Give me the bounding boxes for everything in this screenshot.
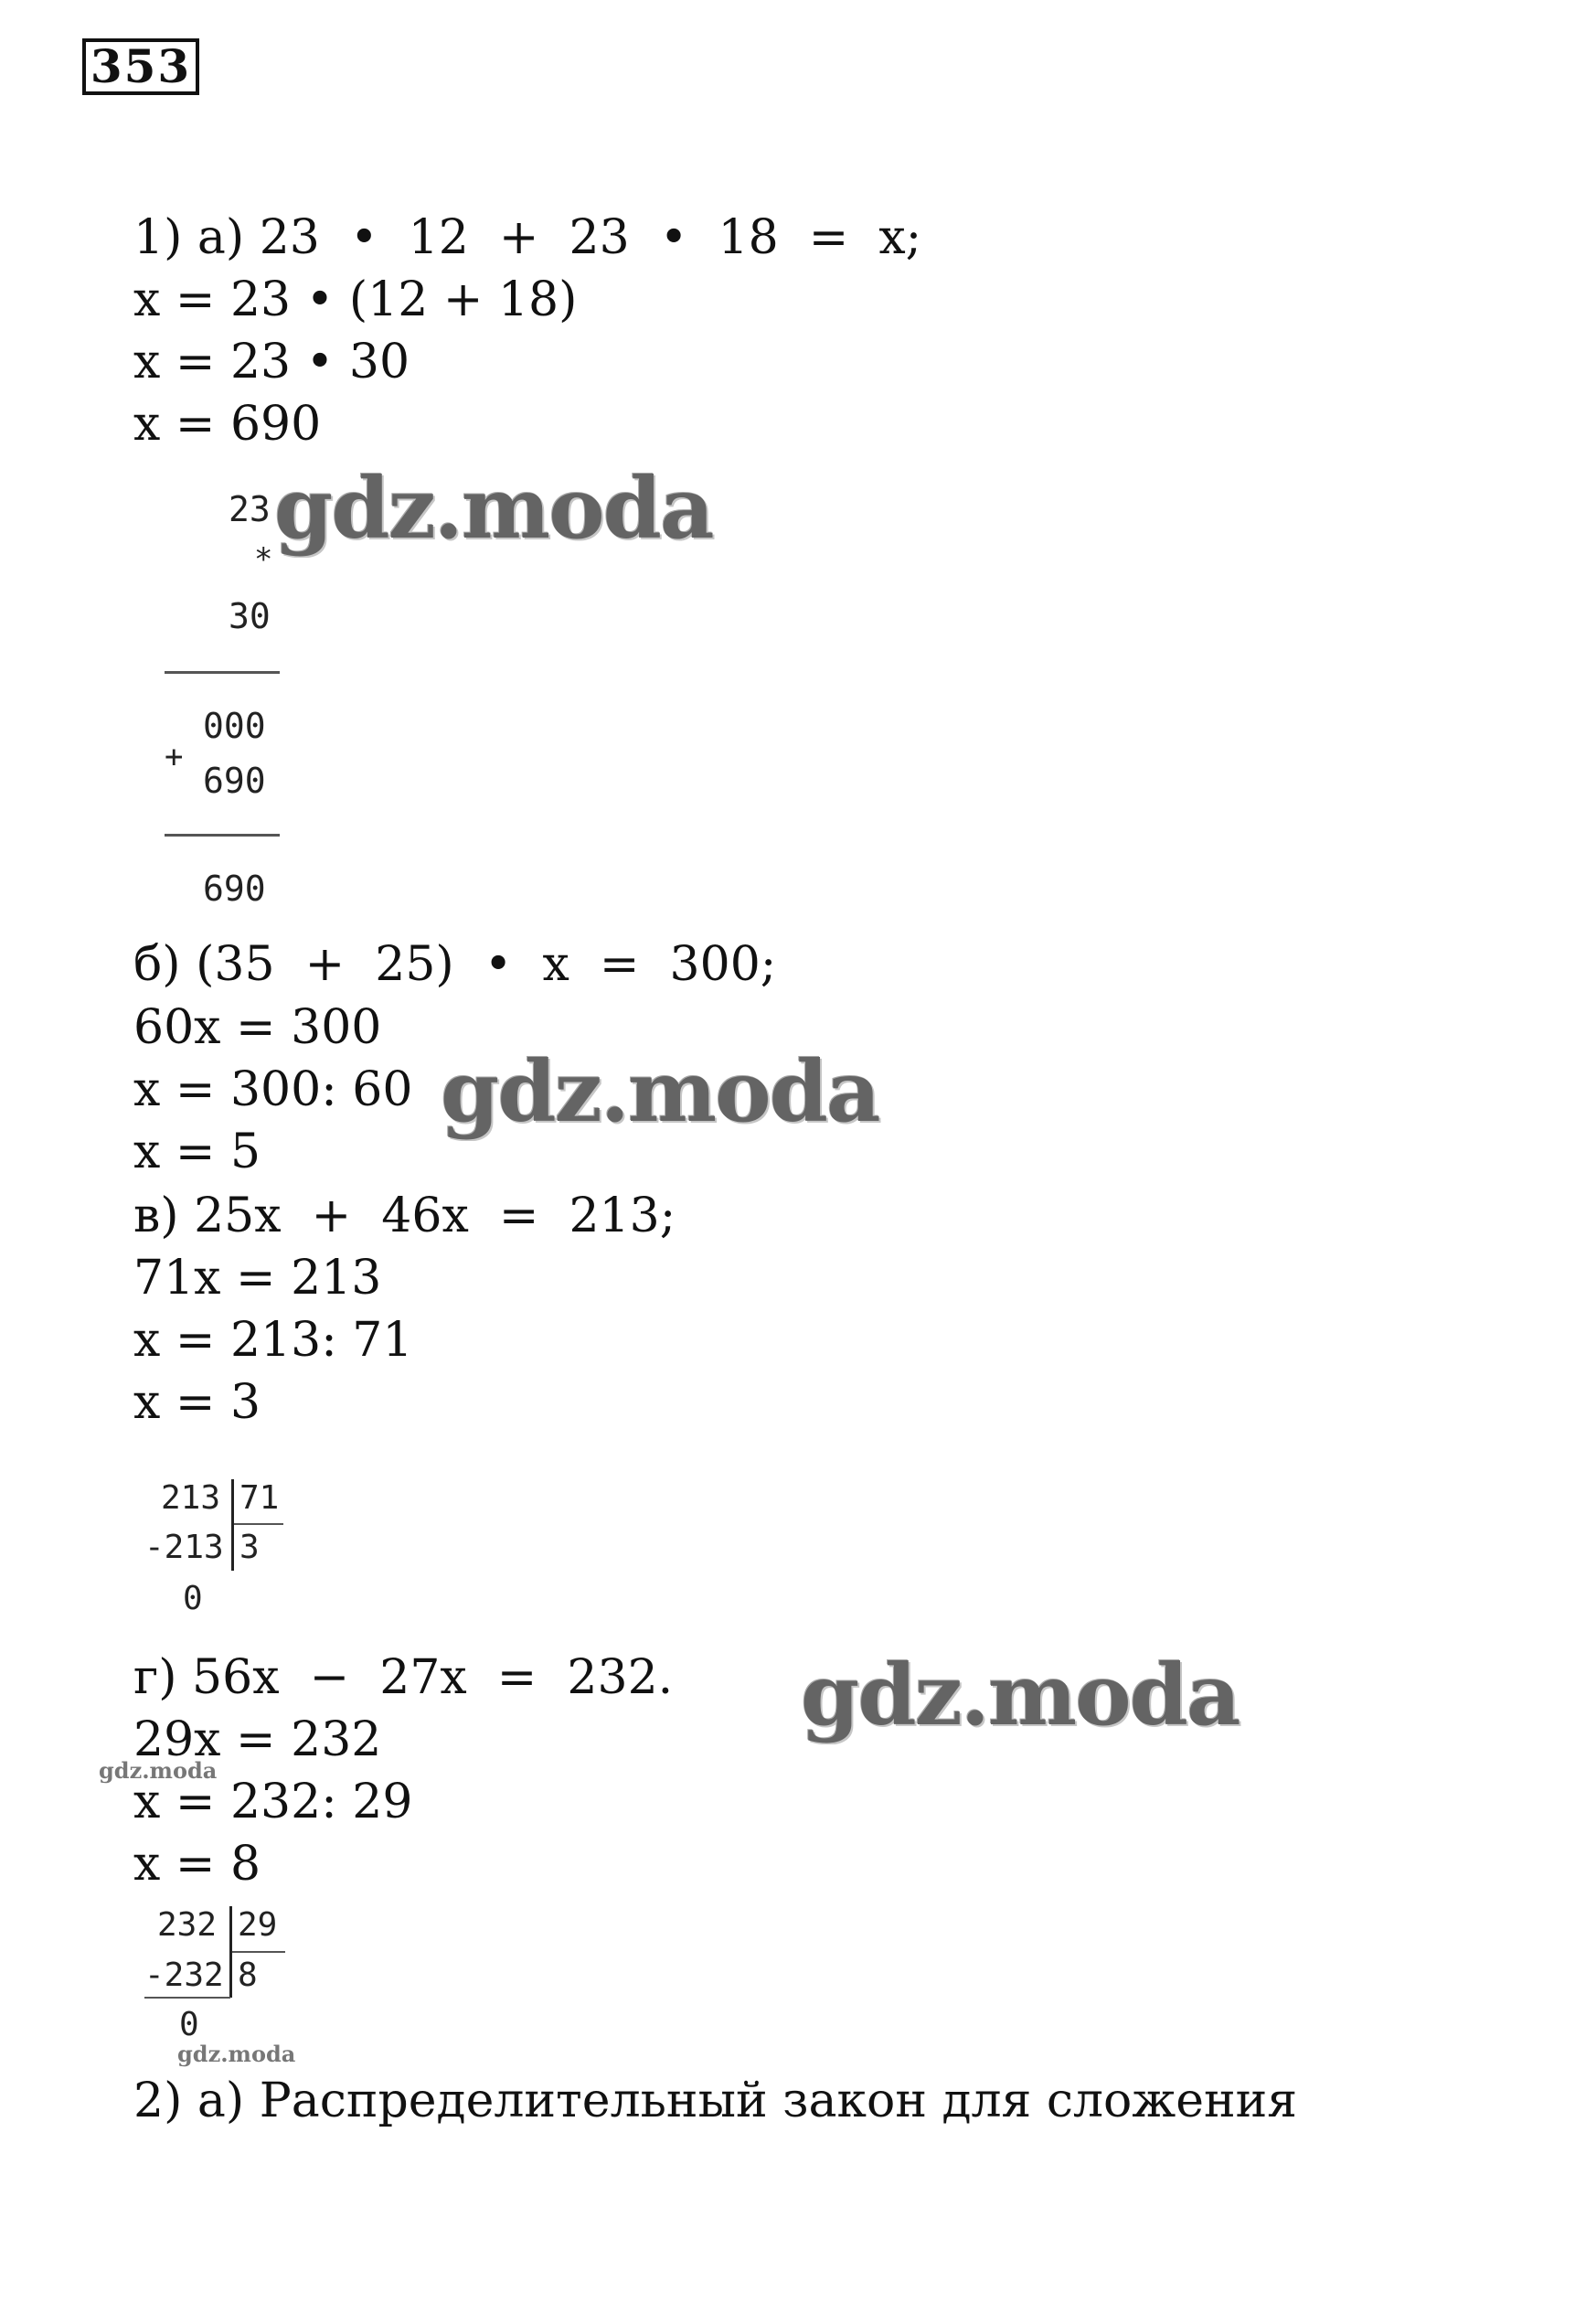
mult-factor-2: 30 bbox=[229, 596, 271, 636]
step-1b-1: 60x = 300 bbox=[133, 1000, 382, 1055]
part-2a-text: 2) а) Распределительный закон для сложения bbox=[133, 2074, 1298, 2128]
div1-quotient: 3 bbox=[239, 1529, 260, 1566]
mult-factor-1: 23 bbox=[229, 489, 271, 529]
step-1a-2: x = 23 • 30 bbox=[133, 335, 410, 389]
mult-partial-2: 690 bbox=[203, 761, 266, 801]
step-1b-3: x = 5 bbox=[133, 1125, 261, 1179]
eq-1v: в) 25x + 46x = 213; bbox=[133, 1189, 676, 1243]
watermark-small-2: gdz.moda bbox=[177, 2041, 296, 2067]
problem-number: 353 bbox=[82, 38, 199, 95]
step-1g-2: x = 232: 29 bbox=[133, 1775, 413, 1829]
mult-plus-sign: + bbox=[165, 739, 184, 775]
div2-dividend: 232 bbox=[157, 1906, 218, 1944]
div2-quotient: 8 bbox=[238, 1956, 258, 1994]
div1-bar bbox=[231, 1479, 234, 1571]
step-1b-2: x = 300: 60 bbox=[133, 1062, 413, 1117]
eq-1a: 1) а) 23 • 12 + 23 • 18 = x; bbox=[133, 210, 922, 265]
mult-sign: * bbox=[254, 541, 273, 578]
mult-rule-1 bbox=[165, 671, 280, 674]
step-1g-3: x = 8 bbox=[133, 1837, 261, 1892]
div1-remainder: 0 bbox=[183, 1580, 203, 1617]
step-1v-2: x = 213: 71 bbox=[133, 1313, 413, 1368]
watermark-2: gdz.moda bbox=[441, 1042, 879, 1141]
div1-divisor-rule bbox=[234, 1523, 283, 1525]
eq-1g: г) 56x − 27x = 232. bbox=[133, 1650, 674, 1705]
eq-1b: б) (35 + 25) • x = 300; bbox=[133, 937, 777, 992]
div1-dividend: 213 bbox=[161, 1479, 221, 1517]
watermark-3: gdz.moda bbox=[801, 1646, 1240, 1744]
div2-subtrahend: -232 bbox=[144, 1956, 224, 1994]
div2-remainder: 0 bbox=[179, 2006, 199, 2043]
mult-result: 690 bbox=[203, 869, 266, 909]
mult-partial-1: 000 bbox=[203, 706, 266, 746]
mult-rule-2 bbox=[165, 834, 280, 837]
step-1v-1: 71x = 213 bbox=[133, 1251, 382, 1306]
watermark-1: gdz.moda bbox=[274, 459, 713, 558]
step-1v-3: x = 3 bbox=[133, 1375, 261, 1430]
div1-divisor: 71 bbox=[239, 1479, 280, 1517]
step-1a-3: x = 690 bbox=[133, 397, 322, 452]
div2-divisor: 29 bbox=[238, 1906, 278, 1944]
div2-divisor-rule bbox=[232, 1951, 285, 1953]
div2-sub-rule bbox=[144, 1997, 230, 1999]
step-1a-1: x = 23 • (12 + 18) bbox=[133, 272, 578, 327]
step-1g-1: 29x = 232 bbox=[133, 1712, 382, 1767]
div1-subtrahend: -213 bbox=[144, 1529, 224, 1566]
watermark-small-1: gdz.moda bbox=[99, 1757, 218, 1784]
